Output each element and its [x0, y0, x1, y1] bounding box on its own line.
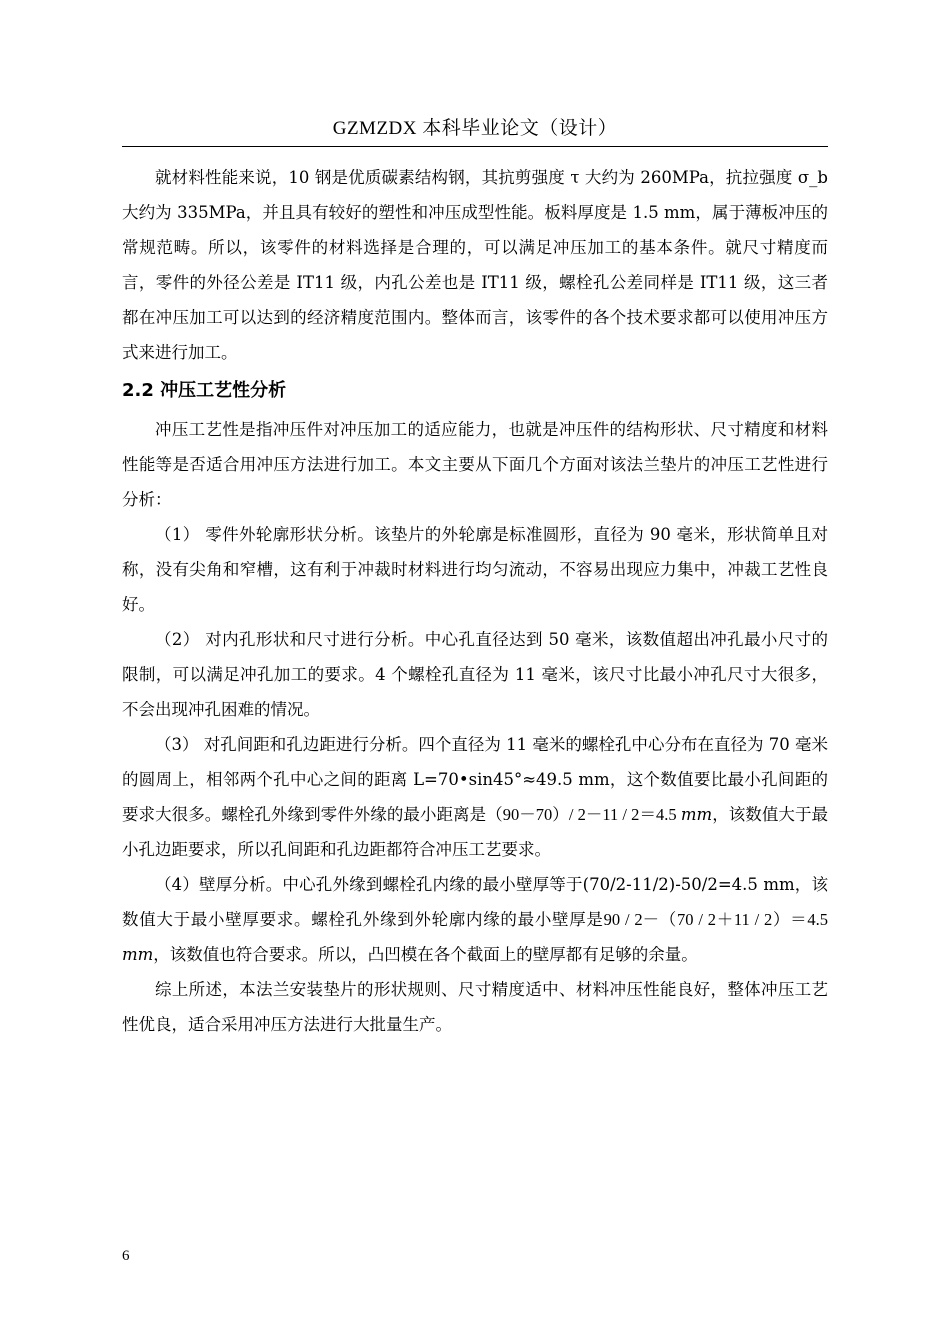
section-heading-stamping-process: 2.2 冲压工艺性分析 [122, 380, 287, 401]
wall-thickness-conclusion: ，该数值也符合要求。所以，凸凹模在各个截面上的壁厚都有足够的余量。 [153, 945, 698, 964]
hole-edge-formula-unit: mm [680, 805, 713, 824]
paragraph-wall-thickness [122, 867, 828, 972]
paragraph-outer-contour: （1） 零件外轮廓形状分析。该垫片的外轮廓是标准圆形，直径为 90 毫米，形状简单且对称，没有尖角和窄槽，这有利于冲裁时材料进行均匀流动，不容易出现应力集中，冲裁工艺性良好。 [122, 525, 828, 614]
wall-thickness-formula: 90 / 2－（70 / 2＋11 / 2）＝4.5 [603, 910, 829, 929]
page-number: 6 [122, 1248, 130, 1264]
paragraph-material-analysis: 就材料性能来说，10 钢是优质碳素结构钢，其抗剪强度 τ 大约为 260MPa，抗拉强度 σ_b 大约为 335MPa，并且具有较好的塑性和冲压成型性能。板料厚度是 1.5 mm，属于薄板冲压的常规范畴。所以，该零件的材料选择是合理的，可以满足冲压加工的基本条件。就尺寸精度而言，零件的外径公差是 IT11 级，内孔公差也是 IT11 级，螺栓孔公差同样是 IT11 级，这三者都在冲压加工可以达到的经济精度范围内。整体而言，该零件的各个技术要求都可以使用冲压方式来进行加工。 [122, 168, 828, 362]
hole-spacing-text: （3） 对孔间距和孔边距进行分析。四个直径为 11 毫米的螺栓孔中心分布在直径为 70 毫米的圆周上，相邻两个孔中心之间的距离 L=70•sin45°≈49.5 mm，这个数值要比最小孔间距的要求大很多。螺栓孔外缘到零件外缘的最小距离是 [122, 735, 828, 824]
wall-thickness-formula-unit: mm [122, 945, 154, 964]
page-header-title: GZMZDX 本科毕业论文（设计） [332, 118, 618, 139]
paragraph-hole-spacing [122, 727, 828, 867]
wall-thickness-text: （4）壁厚分析。中心孔外缘到螺栓孔内缘的最小壁厚等于(70/2-11/2)-50/2=4.5 mm，该数值大于最小壁厚要求。螺栓孔外缘到外轮廓内缘的最小壁厚是 [122, 875, 828, 929]
header-divider [122, 146, 828, 147]
paragraph-process-intro: 冲压工艺性是指冲压件对冲压加工的适应能力，也就是冲压件的结构形状、尺寸精度和材料性能等是否适合用冲压方法进行加工。本文主要从下面几个方面对该法兰垫片的冲压工艺性进行分析： [122, 420, 828, 509]
paragraph-inner-holes: （2） 对内孔形状和尺寸进行分析。中心孔直径达到 50 毫米，该数值超出冲孔最小尺寸的限制，可以满足冲孔加工的要求。4 个螺栓孔直径为 11 毫米，该尺寸比最小冲孔尺寸大很多，不会出现冲孔困难的情况。 [122, 630, 828, 719]
hole-spacing-conclusion: ，该数值大于最小孔边距要求，所以孔间距和孔边距都符合冲压工艺要求。 [122, 805, 829, 859]
paragraph-summary: 综上所述，本法兰安装垫片的形状规则、尺寸精度适中、材料冲压性能良好，整体冲压工艺性优良，适合采用冲压方法进行大批量生产。 [122, 980, 828, 1034]
hole-edge-formula: （90－70）/ 2－11 / 2＝4.5 [486, 805, 681, 824]
document-body [122, 160, 828, 1042]
